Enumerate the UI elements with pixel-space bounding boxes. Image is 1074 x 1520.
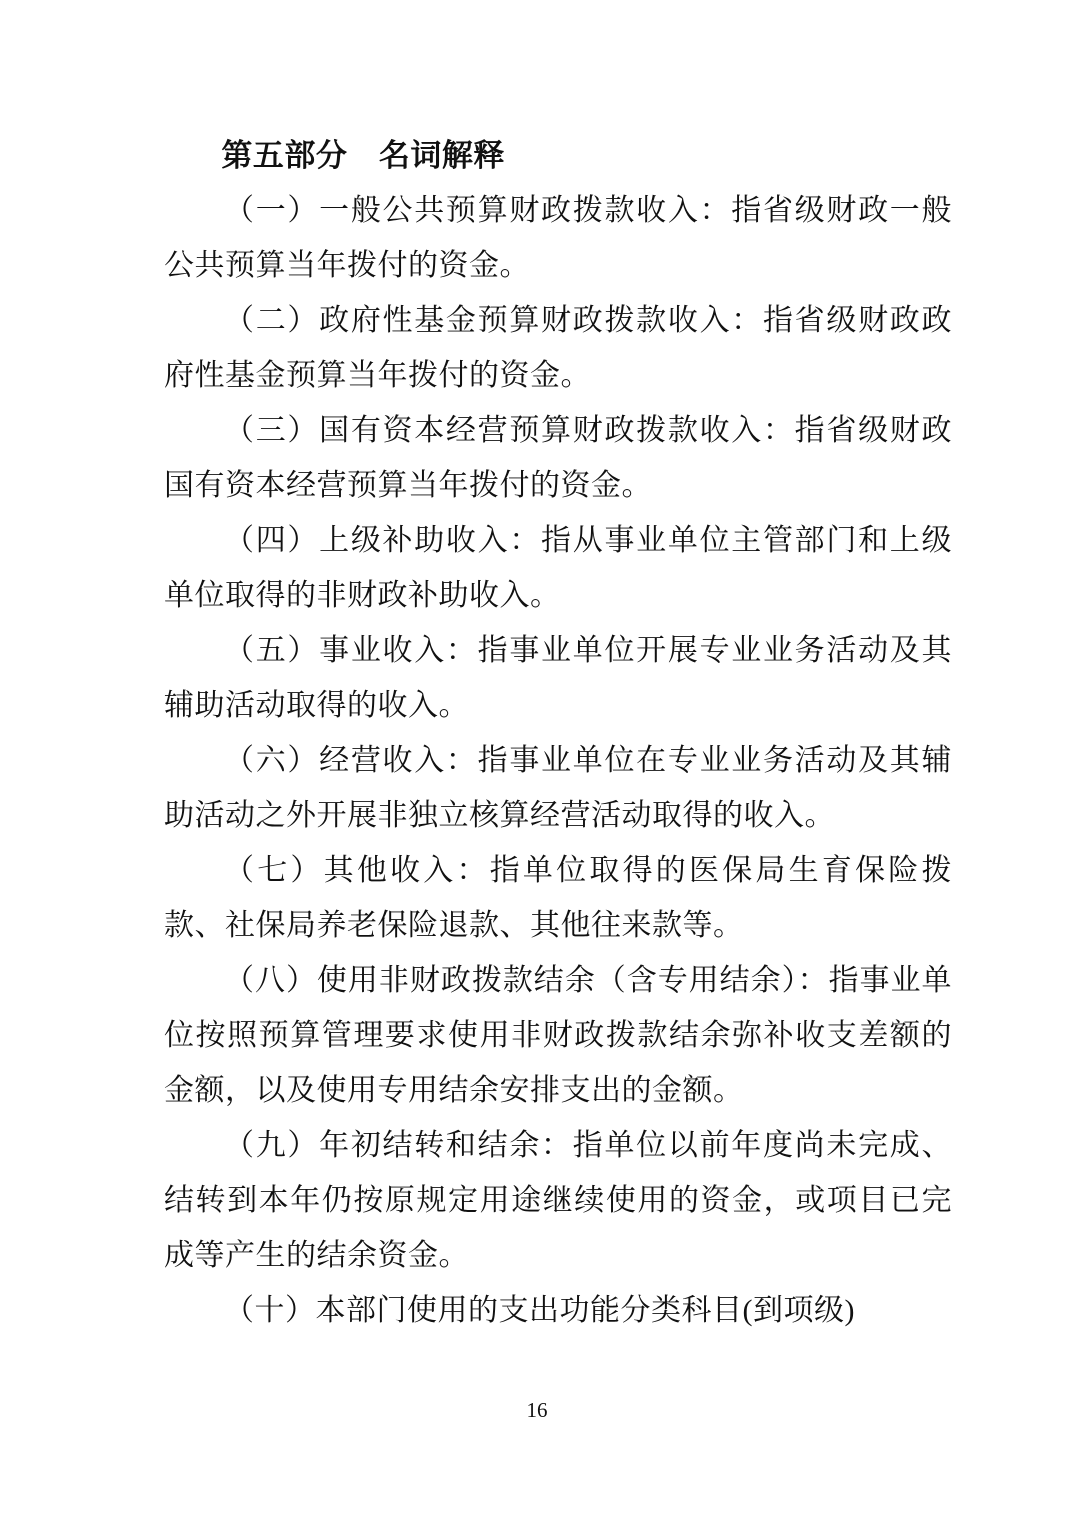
definition-paragraph-1: （一）一般公共预算财政拨款收入：指省级财政一般公共预算当年拨付的资金。 [164, 194, 952, 282]
definition-paragraph-9: （九）年初结转和结余：指单位以前年度尚未完成、结转到本年仍按原规定用途继续使用的资金，或项目已完成等产生的结余资金。 [164, 1129, 952, 1272]
definition-paragraph-10: （十）本部门使用的支出功能分类科目(到项级) [224, 1294, 855, 1327]
section-title: 第五部分 名词解释 [221, 138, 505, 173]
definition-paragraph-5: （五）事业收入：指事业单位开展专业业务活动及其辅助活动取得的收入。 [164, 634, 952, 722]
page-footer [0, 1398, 1074, 1423]
definition-paragraph-4: （四）上级补助收入：指从事业单位主管部门和上级单位取得的非财政补助收入。 [164, 524, 952, 612]
page-number: 16 [526, 1398, 548, 1422]
definition-paragraph-8: （八）使用非财政拨款结余（含专用结余）：指事业单位按照预算管理要求使用非财政拨款结余弥补收支差额的金额，以及使用专用结余安排支出的金额。 [164, 964, 952, 1107]
definition-paragraph-2: （二）政府性基金预算财政拨款收入：指省级财政政府性基金预算当年拨付的资金。 [164, 304, 952, 392]
document-body [164, 128, 952, 1338]
definition-paragraph-7: （七）其他收入：指单位取得的医保局生育保险拨款、社保局养老保险退款、其他往来款等。 [164, 854, 952, 942]
definition-paragraph-3: （三）国有资本经营预算财政拨款收入：指省级财政国有资本经营预算当年拨付的资金。 [164, 414, 952, 502]
definition-paragraph-6: （六）经营收入：指事业单位在专业业务活动及其辅助活动之外开展非独立核算经营活动取得的收入。 [164, 744, 952, 832]
